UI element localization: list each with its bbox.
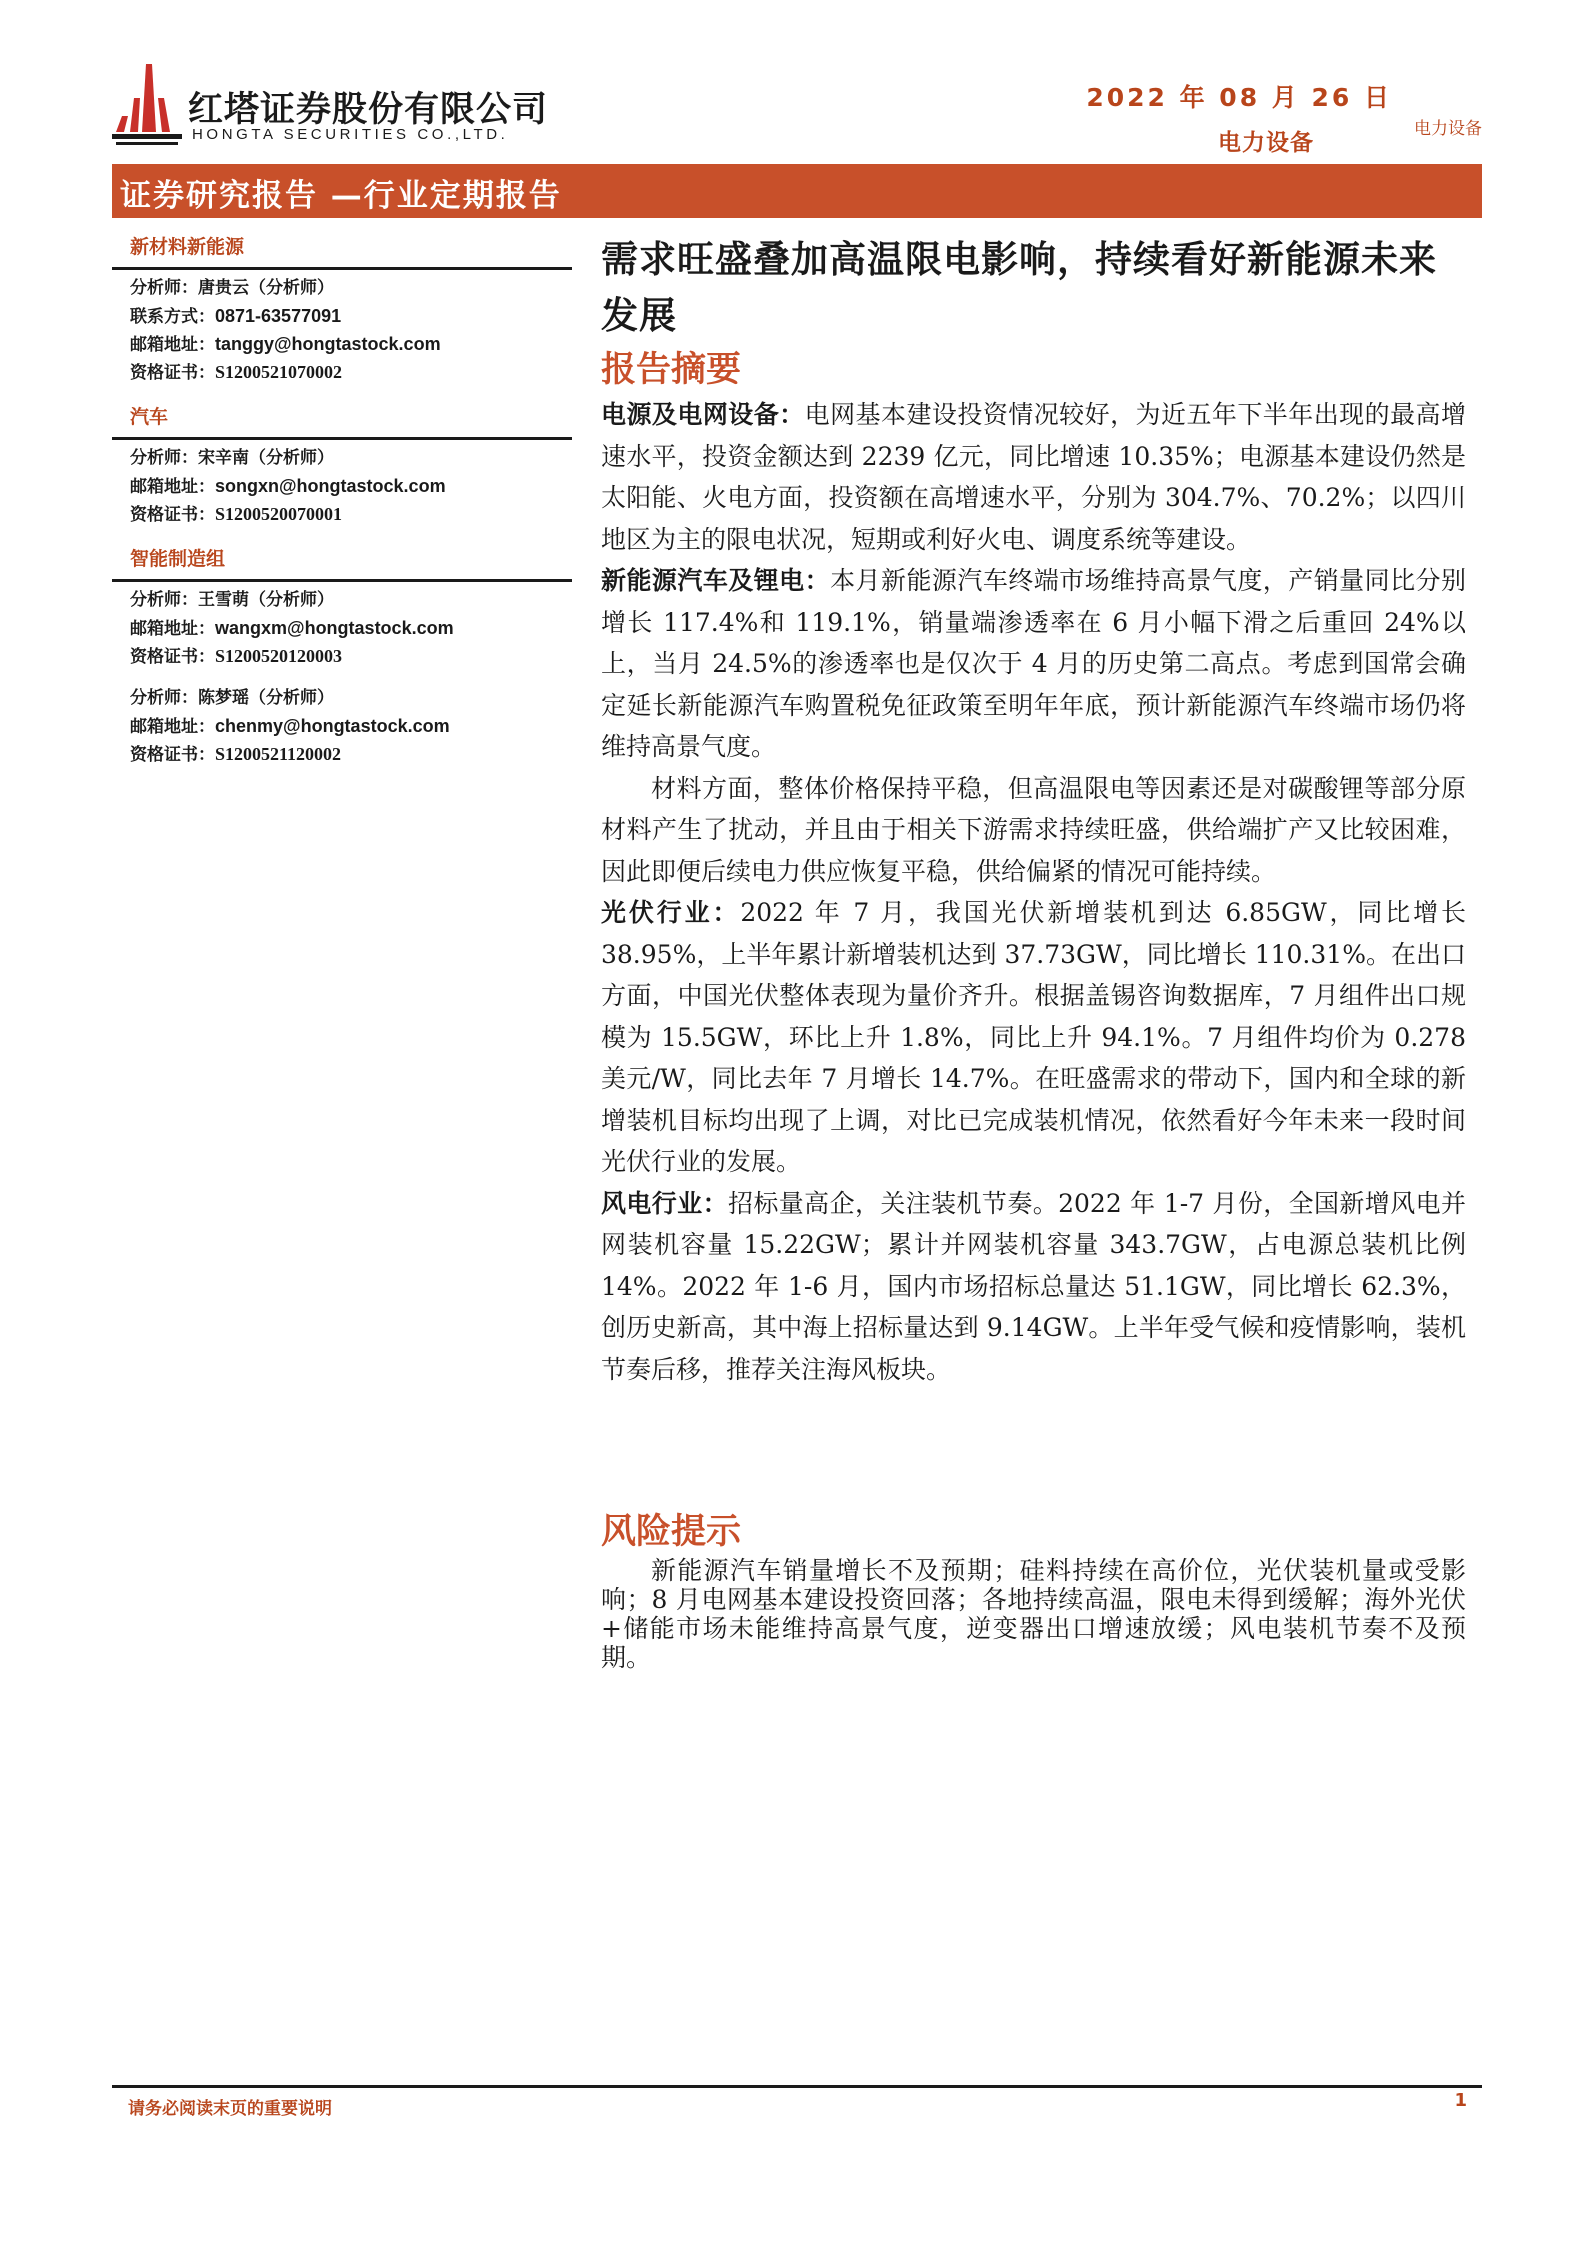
- company-name-cn: 红塔证券股份有限公司: [188, 90, 549, 130]
- analyst-cert-row: [130, 500, 572, 528]
- page-number: 1: [1454, 2090, 1467, 2111]
- analyst-email[interactable]: tanggy@hongtastock.com: [215, 334, 441, 354]
- analyst-label: 分析师：: [130, 278, 198, 298]
- analyst-label: 分析师：: [130, 590, 198, 610]
- analyst-group-title: 智能制造组: [112, 534, 572, 582]
- analyst-cert: S1200521070002: [215, 362, 343, 382]
- analyst-cert-row: [130, 358, 572, 386]
- spacer: [130, 670, 572, 684]
- analyst-name: 唐贵云（分析师）: [198, 278, 334, 298]
- analyst-name-row: [130, 444, 572, 472]
- analyst-group: [112, 222, 572, 392]
- analyst-group: [112, 534, 572, 774]
- analyst-cert: S1200520070001: [215, 504, 343, 524]
- analyst-name-row: [130, 274, 572, 302]
- risk-text: 新能源汽车销量增长不及预期；硅料持续在高价位，光伏装机量或受影响；8 月电网基本建设投资回落；各地持续高温，限电未得到缓解；海外光伏+储能市场未能维持高景气度，逆变器出口增速放缓；风电装机节奏不及预期。: [601, 1556, 1466, 1672]
- cert-label: 资格证书：: [130, 505, 215, 525]
- cert-label: 资格证书：: [130, 363, 215, 383]
- summary-paragraph: [601, 394, 1466, 560]
- summary-paragraph: [601, 560, 1466, 768]
- analyst-email[interactable]: wangxm@hongtastock.com: [215, 618, 454, 638]
- paragraph-text: 电网基本建设投资情况较好，为近五年下半年出现的最高增速水平，投资金额达到 2239 亿元，同比增速 10.35%；电源基本建设仍然是太阳能、火电方面，投资额在高增速水平，分别为 304.7%、70.2%；以四川地区为主的限电状况，短期或利好火电、调度系统等建设。: [601, 400, 1466, 554]
- analyst-cert-row: [130, 642, 572, 670]
- email-label: 邮箱地址：: [130, 477, 215, 497]
- paragraph-text: 本月新能源汽车终端市场维持高景气度，产销量同比分别增长 117.4%和 119.1%，销量端渗透率在 6 月小幅下滑之后重回 24%以上，当月 24.5%的渗透率也是仅次于 4 月的历史第二高点。考虑到国常会确定延长新能源汽车购置税免征政策至明年年底，预计新能源汽车终端市场仍将维持高景气度。: [601, 566, 1466, 761]
- footer-disclaimer-note: 请务必阅读末页的重要说明: [128, 2099, 332, 2119]
- company-logo: [112, 62, 552, 152]
- analyst-email-row: [130, 330, 572, 358]
- cert-label: 资格证书：: [130, 745, 215, 765]
- industry-label: 电力设备: [1218, 130, 1314, 156]
- analyst-label: 分析师：: [130, 688, 198, 708]
- paragraph-lead: 新能源汽车及锂电：: [601, 566, 831, 595]
- paragraph-lead: 光伏行业：: [601, 898, 741, 927]
- report-title: 需求旺盛叠加高温限电影响，持续看好新能源未来发展: [601, 238, 1437, 337]
- email-label: 邮箱地址：: [130, 619, 215, 639]
- summary-paragraph: [601, 892, 1466, 1183]
- paragraph-text: 2022 年 7 月，我国光伏新增装机到达 6.85GW，同比增长 38.95%，上半年累计新增装机达到 37.73GW，同比增长 110.31%。在出口方面，中国光伏整体表现为量价齐升。根据盖锡咨询数据库，7 月组件出口规模为 15.5GW，环比上升 1.8%，同比上升 94.1%。7 月组件均价为 0.278 美元/W，同比去年 7 月增长 14.7%。在旺盛需求的带动下，国内和全球的新增装机目标均出现了上调，对比已完成装机情况，依然看好今年未来一段时间光伏行业的发展。: [601, 898, 1466, 1176]
- analyst-email-row: [130, 472, 572, 500]
- analyst-phone: 0871-63577091: [215, 306, 342, 326]
- email-label: 邮箱地址：: [130, 335, 215, 355]
- analyst-cert: S1200520120003: [215, 646, 343, 666]
- analyst-card: [112, 582, 572, 774]
- paragraph-text: 招标量高企，关注装机节奏。2022 年 1-7 月份，全国新增风电并网装机容量 15.22GW；累计并网装机容量 343.7GW，占电源总装机比例 14%。2022 年 1-6 月，国内市场招标总量达 51.1GW，同比增长 62.3%，创历史新高，其中海上招标量达到 9.14GW。上半年受气候和疫情影响，装机节奏后移，推荐关注海风板块。: [601, 1188, 1466, 1384]
- footer-divider: [112, 2085, 1482, 2088]
- analyst-contact-row: [130, 302, 572, 330]
- company-name-en: HONGTA SECURITIES CO.,LTD.: [192, 126, 509, 143]
- analyst-email-row: [130, 712, 572, 740]
- email-label: 邮箱地址：: [130, 717, 215, 737]
- paragraph-text: 材料方面，整体价格保持平稳，但高温限电等因素还是对碳酸锂等部分原材料产生了扰动，并且由于相关下游需求持续旺盛，供给端扩产又比较困难，因此即便后续电力供应恢复平稳，供给偏紧的情况可能持续。: [601, 773, 1466, 886]
- analyst-group-title: 汽车: [112, 392, 572, 440]
- analyst-sidebar: [112, 222, 572, 774]
- analyst-label: 分析师：: [130, 448, 198, 468]
- cert-label: 资格证书：: [130, 647, 215, 667]
- report-body: [601, 232, 1466, 1672]
- analyst-group-title: 新材料新能源: [112, 222, 572, 270]
- summary-heading: 报告摘要: [601, 350, 742, 390]
- risk-heading: 风险提示: [601, 1512, 742, 1552]
- analyst-name: 王雪萌（分析师）: [198, 590, 334, 610]
- analyst-name-row: [130, 684, 572, 712]
- report-type-title: 证券研究报告 —行业定期报告: [120, 178, 562, 214]
- report-type-banner: [112, 164, 1482, 218]
- summary-paragraph: [601, 768, 1466, 893]
- analyst-email[interactable]: songxn@hongtastock.com: [215, 476, 446, 496]
- analyst-cert-row: [130, 740, 572, 768]
- page-header: [112, 58, 1482, 158]
- report-date: 2022 年 08 月 26 日: [1086, 83, 1392, 112]
- paragraph-lead: 电源及电网设备：: [601, 400, 805, 429]
- analyst-card: [112, 440, 572, 534]
- analyst-cert: S1200521120002: [215, 744, 342, 764]
- tower-logo-icon: [112, 62, 182, 150]
- paragraph-lead: 风电行业：: [601, 1188, 728, 1218]
- analyst-group: [112, 392, 572, 534]
- analyst-name: 陈梦瑶（分析师）: [198, 688, 334, 708]
- summary-paragraph: [601, 1183, 1466, 1391]
- analyst-name: 宋辛南（分析师）: [198, 448, 334, 468]
- industry-tag: 电力设备: [1414, 119, 1482, 139]
- contact-label: 联系方式：: [130, 307, 215, 327]
- analyst-email[interactable]: chenmy@hongtastock.com: [215, 716, 450, 736]
- analyst-email-row: [130, 614, 572, 642]
- analyst-card: [112, 270, 572, 392]
- analyst-name-row: [130, 586, 572, 614]
